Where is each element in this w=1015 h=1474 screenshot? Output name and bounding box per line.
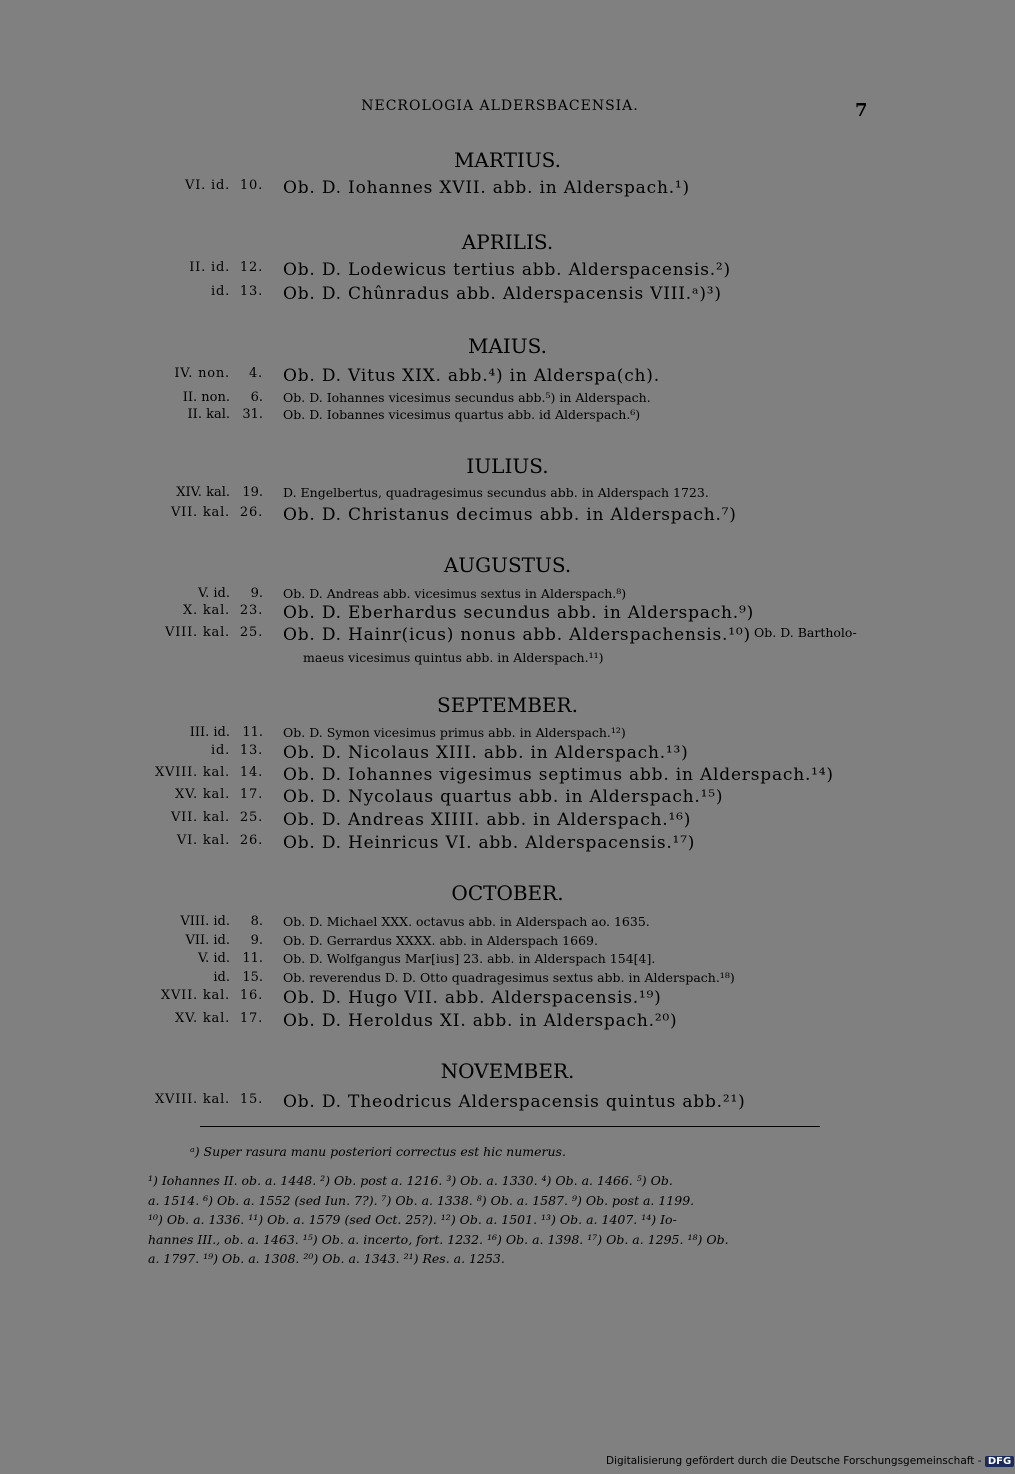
obituary-entry — [0, 366, 1000, 388]
calendar-day: X. kal. — [182, 603, 230, 618]
footnote-rule — [200, 1126, 820, 1127]
obituary-entry — [0, 1011, 1000, 1033]
entry-text: Ob. D. Hugo VII. abb. Alderspacensis.¹⁹) — [283, 988, 662, 1008]
entry-text: D. Engelbertus, quadragesimus secundus abb. in Alderspach 1723. — [283, 485, 709, 500]
calendar-day: VII. kal. — [170, 505, 230, 520]
obituary-entry — [0, 765, 1000, 787]
day-number: 17. — [239, 1011, 263, 1026]
entry-text: Ob. D. Iohannes XVII. abb. in Alderspach.¹) — [283, 178, 690, 198]
day-number: 16. — [239, 988, 263, 1003]
entry-text: Ob. D. Symon vicesimus primus abb. in Alderspach.¹²) — [283, 725, 626, 740]
entry-text: Ob. D. Iohannes vicesimus secundus abb.⁵) in Alderspach. — [283, 390, 651, 405]
entry-text: Ob. D. Lodewicus tertius abb. Alderspacensis.²) — [283, 260, 731, 280]
entry-text: Ob. D. Christanus decimus abb. in Alderspach.⁷) — [283, 505, 737, 525]
entry-text: Ob. D. Andreas abb. vicesimus sextus in Alderspach.⁸) — [283, 586, 627, 601]
calendar-day: IV. non. — [174, 366, 230, 381]
running-head: NECROLOGIA ALDERSBACENSIA. — [361, 98, 639, 114]
obituary-entry — [0, 407, 1000, 429]
entry-continuation: maeus vicesimus quintus abb. in Alderspach.¹¹) — [303, 650, 604, 665]
month-heading: NOVEMBER. — [440, 1059, 575, 1083]
calendar-day: II. non. — [182, 390, 230, 405]
entry-text: Ob. D. Gerrardus XXXX. abb. in Alderspach 1669. — [283, 933, 598, 948]
calendar-day: II. id. — [189, 260, 230, 275]
day-number: 9. — [250, 586, 263, 601]
calendar-day: VI. kal. — [176, 833, 230, 848]
entry-text: Ob. D. Heroldus XI. abb. in Alderspach.²⁰) — [283, 1011, 678, 1031]
obituary-entry — [0, 833, 1000, 855]
obituary-entry — [0, 787, 1000, 809]
footnote-line: a. 1514. ⁶) Ob. a. 1552 (sed Iun. 7?). ⁷) Ob. a. 1338. ⁸) Ob. a. 1587. ⁹) Ob. post a. 1199. — [148, 1192, 695, 1208]
day-number: 25. — [239, 810, 263, 825]
calendar-day: XVIII. kal. — [154, 1092, 230, 1107]
footnotes — [148, 1171, 868, 1269]
day-number: 26. — [239, 505, 263, 520]
credit-text: Digitalisierung gefördert durch die Deutsche Forschungsgemeinschaft - — [606, 1455, 982, 1467]
day-number: 23. — [239, 603, 263, 618]
calendar-day: id. — [210, 284, 230, 299]
calendar-day: XVII. kal. — [160, 988, 230, 1003]
entry-text: Ob. D. Iohannes vigesimus septimus abb. in Alderspach.¹⁴) — [283, 765, 834, 785]
day-number: 9. — [250, 933, 263, 948]
entry-text: Ob. D. Heinricus VI. abb. Alderspacensis.¹⁷) — [283, 833, 696, 853]
calendar-day: II. kal. — [187, 407, 230, 422]
day-number: 10. — [239, 178, 263, 193]
entry-text: Ob. D. Wolfgangus Mar[ius] 23. abb. in Alderspach 154[4]. — [283, 951, 656, 966]
month-heading: AUGUSTUS. — [443, 553, 572, 577]
calendar-day: XV. kal. — [175, 787, 230, 802]
day-number: 26. — [239, 833, 263, 848]
entry-text: Ob. D. Theodricus Alderspacensis quintus abb.²¹) — [283, 1092, 746, 1112]
calendar-day: XVIII. kal. — [154, 765, 230, 780]
day-number: 14. — [239, 765, 263, 780]
entry-text: Ob. D. Nycolaus quartus abb. in Alderspach.¹⁵) — [283, 787, 724, 807]
calendar-day: III. id. — [189, 725, 230, 740]
day-number: 13. — [239, 743, 263, 758]
month-heading: APRILIS. — [461, 230, 554, 254]
obituary-entry — [0, 603, 1000, 625]
obituary-entry — [0, 178, 1000, 200]
digitization-credit — [606, 1455, 1014, 1467]
calendar-day: V. id. — [198, 951, 230, 966]
obituary-entry — [0, 743, 1000, 765]
entry-text: Ob. D. Hainr(icus) nonus abb. Alderspachensis.¹⁰) — [283, 625, 751, 645]
day-number: 15. — [242, 970, 263, 985]
entry-text-tail: Ob. D. Bartholo- — [754, 625, 857, 640]
calendar-day: id. — [213, 970, 230, 985]
obituary-entry — [0, 260, 1000, 282]
entry-text: Ob. D. Eberhardus secundus abb. in Alderspach.⁹) — [283, 603, 755, 623]
entry-text: Ob. D. Michael XXX. octavus abb. in Alderspach ao. 1635. — [283, 914, 650, 929]
calendar-day: VII. id. — [185, 933, 230, 948]
dfg-logo: DFG — [985, 1456, 1014, 1467]
day-number: 13. — [239, 284, 263, 299]
footnote-line: hannes III., ob. a. 1463. ¹⁵) Ob. a. incerto, fort. 1232. ¹⁶) Ob. a. 1398. ¹⁷) Ob. a. 1295. ¹⁸) Ob. — [148, 1231, 729, 1247]
entry-text: Ob. D. Vitus XIX. abb.⁴) in Alderspa(ch). — [283, 366, 660, 386]
day-number: 11. — [242, 951, 263, 966]
month-heading: SEPTEMBER. — [437, 693, 578, 717]
footnote-star: ᵃ) Super rasura manu posteriori correctus est hic numerus. — [190, 1144, 566, 1159]
day-number: 11. — [242, 725, 263, 740]
day-number: 31. — [242, 407, 263, 422]
calendar-day: id. — [210, 743, 230, 758]
calendar-day: XIV. kal. — [176, 485, 230, 500]
entry-text: Ob. D. Iobannes vicesimus quartus abb. id Alderspach.⁶) — [283, 407, 641, 422]
calendar-day: VII. kal. — [170, 810, 230, 825]
day-number: 4. — [248, 366, 263, 381]
entry-text: Ob. D. Andreas XIIII. abb. in Alderspach.¹⁶) — [283, 810, 692, 830]
footnote-line: ¹) Iohannes II. ob. a. 1448. ²) Ob. post a. 1216. ³) Ob. a. 1330. ⁴) Ob. a. 1466. ⁵) Ob. — [148, 1173, 673, 1188]
month-heading: MARTIUS. — [453, 148, 562, 172]
month-heading: IULIUS. — [466, 454, 549, 478]
footnote-line: ¹⁰) Ob. a. 1336. ¹¹) Ob. a. 1579 (sed Oct. 25?). ¹²) Ob. a. 1501. ¹³) Ob. a. 1407. ¹⁴) Io- — [148, 1212, 677, 1227]
month-heading: OCTOBER. — [451, 881, 564, 905]
day-number: 6. — [250, 390, 263, 405]
day-number: 8. — [250, 914, 263, 929]
calendar-day: V. id. — [198, 586, 230, 601]
entry-text: Ob. reverendus D. D. Otto quadragesimus sextus abb. in Alderspach.¹⁸) — [283, 970, 735, 985]
calendar-day: VIII. id. — [180, 914, 230, 929]
obituary-entry — [0, 625, 1000, 647]
entry-text: Ob. D. Nicolaus XIII. abb. in Alderspach.¹³) — [283, 743, 689, 763]
day-number: 12. — [239, 260, 263, 275]
month-heading: MAIUS. — [467, 334, 548, 358]
calendar-day: VI. id. — [185, 178, 230, 193]
day-number: 25. — [239, 625, 263, 640]
entry-text: Ob. D. Chûnradus abb. Alderspacensis VIII.ᵃ)³) — [283, 284, 722, 304]
obituary-entry — [0, 810, 1000, 832]
obituary-entry — [0, 988, 1000, 1010]
obituary-entry — [0, 284, 1000, 306]
calendar-day: VIII. kal. — [165, 625, 230, 640]
obituary-entry — [0, 1092, 1000, 1114]
obituary-entry — [0, 505, 1000, 527]
calendar-day: XV. kal. — [175, 1011, 230, 1026]
page-number: 7 — [855, 100, 868, 121]
day-number: 15. — [239, 1092, 263, 1107]
day-number: 17. — [239, 787, 263, 802]
footnote-line: a. 1797. ¹⁹) Ob. a. 1308. ²⁰) Ob. a. 1343. ²¹) Res. a. 1253. — [148, 1251, 505, 1266]
day-number: 19. — [242, 485, 263, 500]
obituary-entry — [0, 485, 1000, 507]
